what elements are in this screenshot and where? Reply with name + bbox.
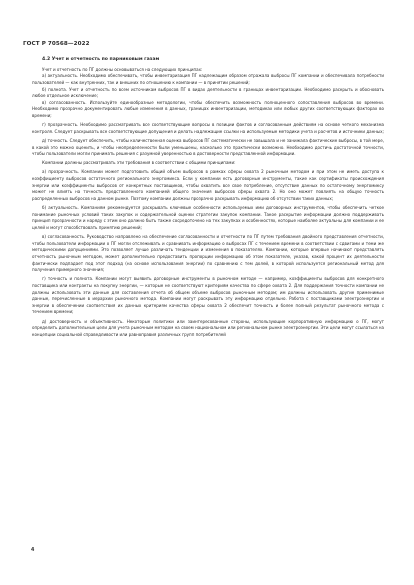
paragraph: г) точность и полнота. Компании могут выявить договорные инструменты в рыночном методе — например, коэффициенты выбросов для конкретного поставщика или контракты на покупку энергии, — которые не соответствуют критериям качества по сфере охвата 2. Для поддержания точности компании не должны использовать эти данные для составления отчета об общем объеме выбросов рыночным методом; им должны использовать другие применимые данные, перечисленные в иерархии рыночного метода. Компании могут раскрывать эту информацию отдельно. Работа с поставщиками электроэнергии и энергии в обеспечении соответствия их данных критериям качества сферы охвата 2 обеспечит точность и более полный результат рыночного метода с течением времени; xyxy=(32,276,384,315)
section-title: 4.2 Учет и отчетность по парниковым газам xyxy=(42,57,160,62)
paragraph: в) согласованность. Используйте единообразные методологии, чтобы обеспечить возможность полноценного сопоставления выбросов во времени. Необходимо прозрачно документировать любые изменения в данных, границах инвентаризации, методиках или любых других соответствующих факторах во времени; xyxy=(32,99,384,118)
paragraph: г) прозрачность. Необходимо рассматривать все соответствующие вопросы в позиции фактов и согласованным действиям на основе четкого механизма контроля. Следует раскрывать все соответствующие допущения и делать надлежащие ссылки на используемые методики учета и расчетов и источники данных; xyxy=(32,122,384,134)
paragraph: а) прозрачность. Компании может подготовить общий объем выбросов в рамках сферы охвата 2 рыночным методом и при этом не иметь доступа к коэффициенту выбросов остаточного регионального энергомикса. Если у компании есть договорные инструменты, такие как сертификаты происхождения энергии или коэффициенты выбросов от конкретных поставщиков, чтобы охватить все свое потребление, отсутствие данных по остаточному энергомиксу может не влиять на точность представленного компанией общего значения выбросов сферы охвата 2. Но оно может повлиять на общую точность распределенных выбросов на данном рынке. Поэтому компании должны прозрачно раскрывать информацию об отсутствии таких данных; xyxy=(32,169,384,201)
paragraph: Учет и отчетность по ПГ должны основываться на следующих принципах: xyxy=(42,66,203,72)
paragraph: д) достоверность и объективность. Некоторые политики или заинтересованные стороны, использующие корпоративную информацию о ПГ, могут определить дополнительные цели для учета рыночным методом на своем национальном или региональном рынке электроэнергии. Эти цели могут ссылаться на концепции социальной справедливости или равноправия различных групп потребителей xyxy=(32,318,384,337)
paragraph: б) полнота. Учет и отчетность по всем источникам выбросов ПГ в видах деятельности в границах инвентаризации. Необходимо раскрыть и обосновать любое отдельное исключение; xyxy=(32,86,384,99)
paragraph: в) согласованность. Руководство направлено на обеспечение согласованности и отчетности по ПГ путем требования двойного представления отчетности, чтобы пользователи информации о ПГ могли отслеживать и сравнивать информацию о выбросах ПГ с течением времени в соответствии с сдвигами и теми же методическими допущениями. Это позволяет лучше различать тенденции и изменения в показателях. Компании, которые впервые начинают представлять отчетность рыночным методом, может дополнительно предоставить пропорции информацию об этом показателе, указав, какой процент их деятельности фактически подпадает под этот подход (на основе использования энергии) по сравнению с тем долей, в которой используется региональный метод для получения примерного значения; xyxy=(32,234,384,273)
paragraph: Компании должны рассматривать эти требования в соответствии с общими принципами: xyxy=(42,160,236,166)
paragraph: а) актуальность. Необходимо обеспечивать, чтобы инвентаризация ПГ надлежащим образом отражала выбросы ПГ компании и обеспечивала потребности пользователей — как внутренних, так и внешних по отношению к компании — в принятии решений; xyxy=(32,73,384,85)
document-header: ГОСТ Р 70568—2022 xyxy=(23,41,90,47)
paragraph: б) актуальность. Компаниям рекомендуется раскрывать ключевые особенности используемых ими договорных инструментов, чтобы обеспечить четкое понимание рыночных условий таких закупок и содержательной оценки стратегии закупок компании. Такое раскрытие информации должно поддерживать принцип прозрачности и наряду с этим оно должно быть также сосредоточено на тех закупках и особенностях, которые наиболее актуальны для компании и ее целей и могут способствовать принятию решений; xyxy=(32,205,384,230)
paragraph: д) точность. Следует обеспечить, чтобы количественная оценка выбросов ПГ систематически не завышала и не занижала фактические выбросы, в той мере, в какой это можно оценить, и чтобы неопределенности были уменьшены, насколько это практически возможно. Необходимо достичь достаточной точности, чтобы пользователи могли принимать решения с разумной уверенностью в достоверности представленной информации. xyxy=(32,137,384,157)
page-number: 4 xyxy=(31,548,35,553)
document-body xyxy=(32,55,384,338)
